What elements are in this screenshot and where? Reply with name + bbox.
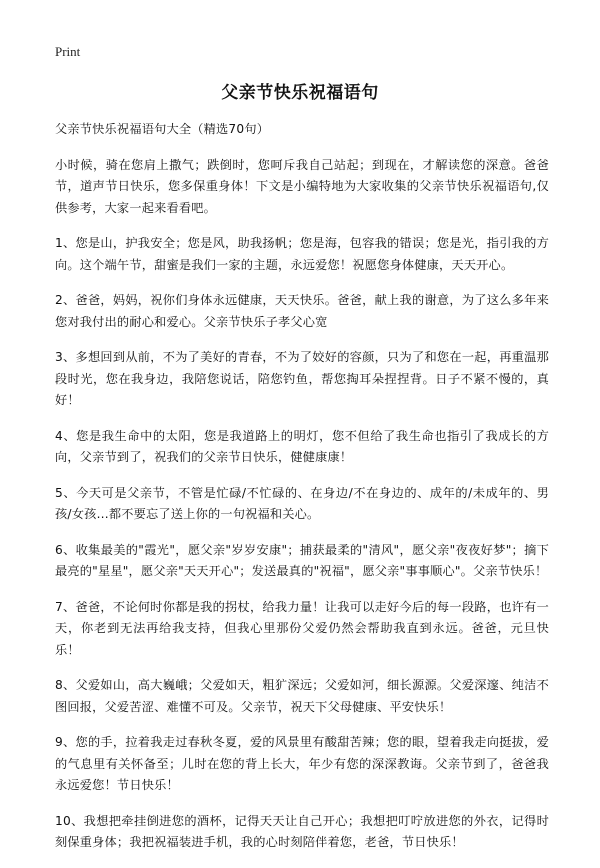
blessing-item-7: 7、爸爸，不论何时你都是我的拐杖，给我力量！让我可以走好今后的每一段路，也许有一天，你老到无法再给我支持，但我心里那份父爱仍然会帮助我直到永远。爸爸，元旦快乐！	[55, 599, 549, 657]
blessing-item-1: 1、您是山，护我安全；您是风，助我扬帆；您是海，包容我的错误；您是光，指引我的方向。这个端午节，甜蜜是我们一家的主题，永远爱您！祝愿您身体健康，天天开心。	[55, 236, 549, 272]
article-body	[55, 119, 549, 868]
blessing-item-8: 8、父爱如山，高大巍峨；父爱如天，粗犷深远；父爱如河，细长源源。父爱深邃、纯洁不图回报，父爱苦涩、难懂不可及。父亲节，祝天下父母健康、平安快乐！	[55, 678, 549, 714]
blessing-item-3: 3、多想回到从前，不为了美好的青春，不为了姣好的容颜，只为了和您在一起，再重温那段时光，您在我身边，我陪您说话，陪您钓鱼，帮您掏耳朵捏捏背。日子不紧不慢的，真好！	[55, 350, 549, 407]
blessing-item-4: 4、您是我生命中的太阳，您是我道路上的明灯，您不但给了我生命也指引了我成长的方向，父亲节到了，祝我们的父亲节日快乐，健健康康！	[55, 428, 549, 464]
blessing-item-9: 9、您的手，拉着我走过春秋冬夏，爱的风景里有酸甜苦辣；您的眼，望着我走向挺拔，爱的气息里有关怀备至；儿时在您的背上长大，年少有您的深深教诲。父亲节到了，爸爸我永远爱您！节日快乐！	[55, 735, 549, 792]
intro-paragraph: 小时候，骑在您肩上撒气；跌倒时，您呵斥我自己站起；到现在，才解读您的深意。爸爸节，道声节日快乐，您多保重身体！下文是小编特地为大家收集的父亲节快乐祝福语句,仅供参考，大家一起来看看吧。	[55, 157, 549, 215]
blessing-item-5: 5、今天可是父亲节，不管是忙碌/不忙碌的、在身边/不在身边的、成年的/未成年的、男孩/女孩…都不要忘了送上你的一句祝福和关心。	[55, 485, 549, 521]
print-link[interactable]: Print	[55, 44, 81, 59]
article-subtitle: 父亲节快乐祝福语句大全（精选70句）	[55, 122, 270, 136]
page-title: 父亲节快乐祝福语句	[221, 83, 379, 103]
blessing-item-2: 2、爸爸，妈妈，祝你们身体永远健康，天天快乐。爸爸，献上我的谢意，为了这么多年来您对我付出的耐心和爱心。父亲节快乐子孝父心宽	[55, 293, 549, 329]
blessing-item-10: 10、我想把牵挂倒进您的酒杯，记得天天让自己开心；我想把叮咛放进您的外衣，记得时刻保重身体；我把祝福装进手机，我的心时刻陪伴着您，老爸，节日快乐！	[55, 813, 549, 849]
blessing-item-6: 6、收集最美的"霞光"，愿父亲"岁岁安康"；捕获最柔的"清风"，愿父亲"夜夜好梦"；摘下最亮的"星星"，愿父亲"天天开心"；发送最真的"祝福"，愿父亲"事事顺心"。父亲节快乐！	[55, 542, 549, 578]
